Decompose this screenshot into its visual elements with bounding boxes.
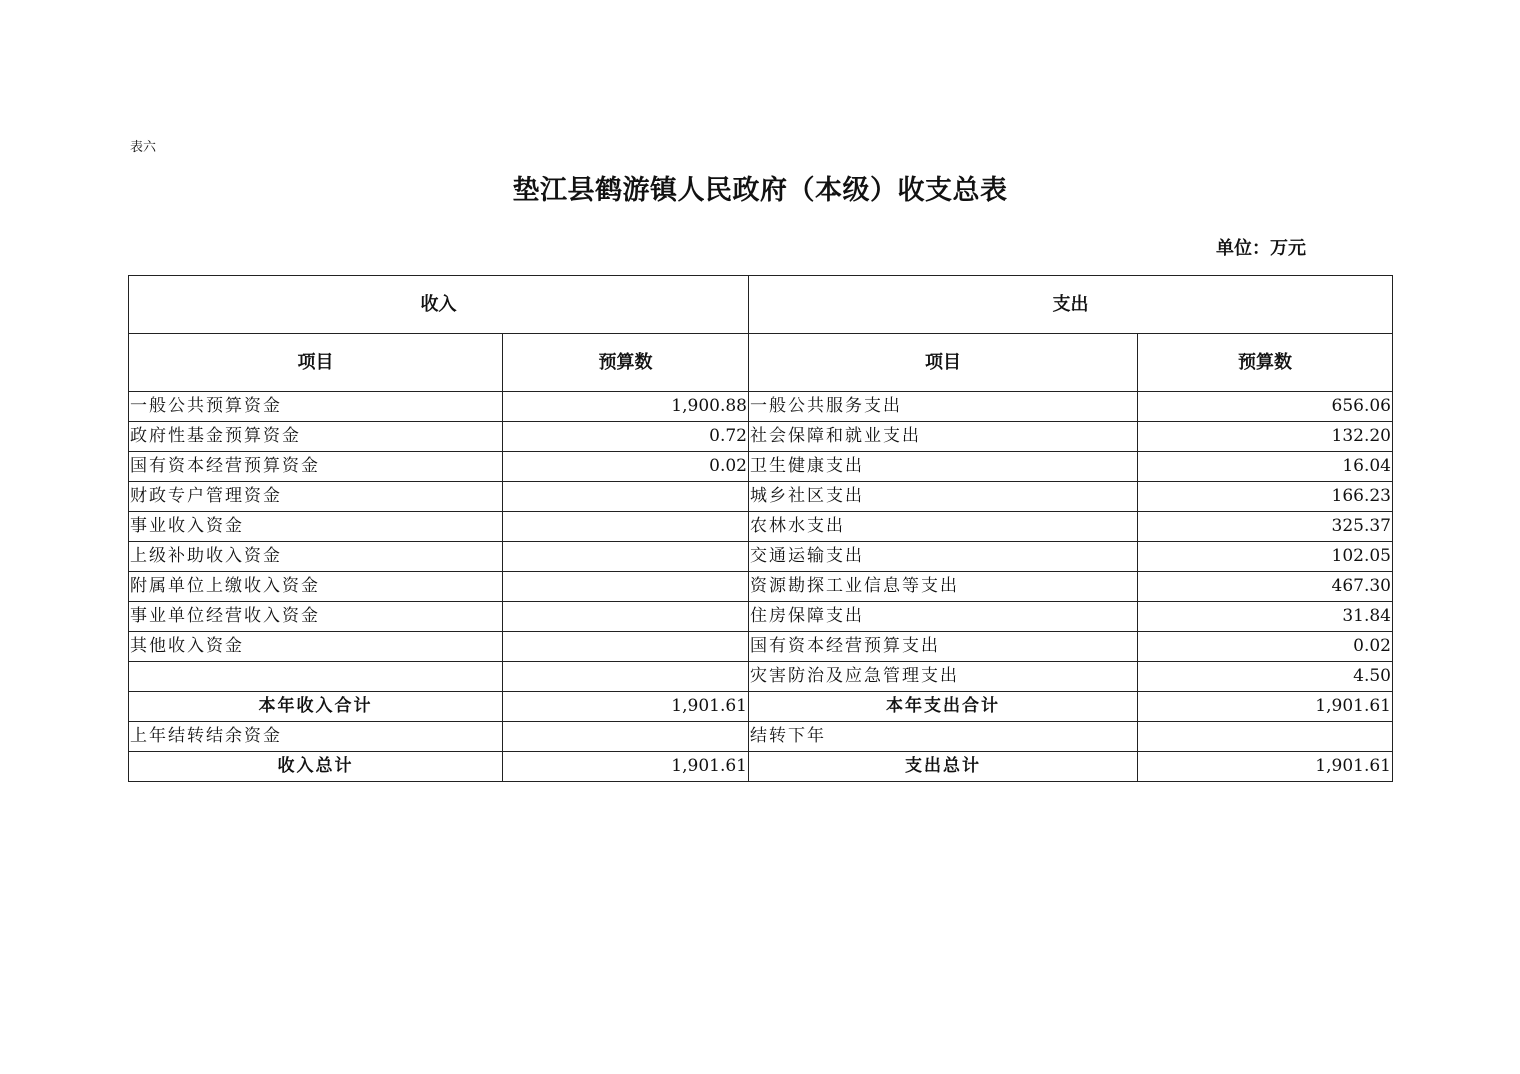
expense-item-column-header: 项目 bbox=[749, 334, 1138, 392]
subtotal-row bbox=[129, 692, 1393, 722]
expense-item-cell: 灾害防治及应急管理支出 bbox=[749, 662, 1138, 692]
expense-value-cell: 166.23 bbox=[1138, 482, 1393, 512]
expense-item-cell: 资源勘探工业信息等支出 bbox=[749, 572, 1138, 602]
income-item-cell: 其他收入资金 bbox=[129, 632, 503, 662]
table-row bbox=[129, 542, 1393, 572]
expense-item-cell: 住房保障支出 bbox=[749, 602, 1138, 632]
unit-label: 单位：万元 bbox=[1216, 238, 1306, 259]
table-row bbox=[129, 422, 1393, 452]
income-section-header: 收入 bbox=[129, 276, 749, 334]
income-value-cell bbox=[503, 662, 749, 692]
table-row bbox=[129, 452, 1393, 482]
table-row bbox=[129, 662, 1393, 692]
expense-value-cell: 656.06 bbox=[1138, 392, 1393, 422]
income-item-cell: 附属单位上缴收入资金 bbox=[129, 572, 503, 602]
expense-value-cell: 102.05 bbox=[1138, 542, 1393, 572]
expense-value-cell: 325.37 bbox=[1138, 512, 1393, 542]
expense-item-cell: 社会保障和就业支出 bbox=[749, 422, 1138, 452]
section-header-row bbox=[129, 276, 1393, 334]
expense-value-cell: 4.50 bbox=[1138, 662, 1393, 692]
table-row bbox=[129, 482, 1393, 512]
table-number-label: 表六 bbox=[130, 140, 157, 155]
expense-item-cell: 城乡社区支出 bbox=[749, 482, 1138, 512]
income-budget-column-header: 预算数 bbox=[503, 334, 749, 392]
expense-subtotal-label: 本年支出合计 bbox=[749, 692, 1138, 722]
income-subtotal-value: 1,901.61 bbox=[503, 692, 749, 722]
income-item-cell: 国有资本经营预算资金 bbox=[129, 452, 503, 482]
income-item-cell: 上级补助收入资金 bbox=[129, 542, 503, 572]
budget-summary-table bbox=[128, 275, 1393, 782]
income-item-column-header: 项目 bbox=[129, 334, 503, 392]
expense-section-header: 支出 bbox=[749, 276, 1393, 334]
table-row bbox=[129, 572, 1393, 602]
income-value-cell: 0.72 bbox=[503, 422, 749, 452]
income-value-cell: 0.02 bbox=[503, 452, 749, 482]
expense-budget-column-header: 预算数 bbox=[1138, 334, 1393, 392]
expense-value-cell: 467.30 bbox=[1138, 572, 1393, 602]
income-item-cell: 政府性基金预算资金 bbox=[129, 422, 503, 452]
income-value-cell: 1,900.88 bbox=[503, 392, 749, 422]
expense-value-cell: 0.02 bbox=[1138, 632, 1393, 662]
income-value-cell bbox=[503, 512, 749, 542]
expense-item-cell: 一般公共服务支出 bbox=[749, 392, 1138, 422]
income-item-cell: 事业收入资金 bbox=[129, 512, 503, 542]
table-row bbox=[129, 632, 1393, 662]
expense-value-cell: 31.84 bbox=[1138, 602, 1393, 632]
table-row bbox=[129, 602, 1393, 632]
income-total-value: 1,901.61 bbox=[503, 752, 749, 782]
expense-item-cell: 农林水支出 bbox=[749, 512, 1138, 542]
income-item-cell bbox=[129, 662, 503, 692]
income-carryover-value bbox=[503, 722, 749, 752]
table-row bbox=[129, 392, 1393, 422]
expense-value-cell: 132.20 bbox=[1138, 422, 1393, 452]
income-value-cell bbox=[503, 602, 749, 632]
income-total-label: 收入总计 bbox=[129, 752, 503, 782]
grand-total-row bbox=[129, 752, 1393, 782]
expense-total-label: 支出总计 bbox=[749, 752, 1138, 782]
expense-item-cell: 国有资本经营预算支出 bbox=[749, 632, 1138, 662]
expense-carryover-value bbox=[1138, 722, 1393, 752]
expense-item-cell: 交通运输支出 bbox=[749, 542, 1138, 572]
expense-carryover-label: 结转下年 bbox=[749, 722, 1138, 752]
income-value-cell bbox=[503, 482, 749, 512]
expense-subtotal-value: 1,901.61 bbox=[1138, 692, 1393, 722]
income-value-cell bbox=[503, 632, 749, 662]
expense-item-cell: 卫生健康支出 bbox=[749, 452, 1138, 482]
income-item-cell: 财政专户管理资金 bbox=[129, 482, 503, 512]
carryover-row bbox=[129, 722, 1393, 752]
income-subtotal-label: 本年收入合计 bbox=[129, 692, 503, 722]
income-item-cell: 事业单位经营收入资金 bbox=[129, 602, 503, 632]
income-item-cell: 一般公共预算资金 bbox=[129, 392, 503, 422]
expense-total-value: 1,901.61 bbox=[1138, 752, 1393, 782]
income-value-cell bbox=[503, 572, 749, 602]
document-title: 垫江县鹤游镇人民政府（本级）收支总表 bbox=[512, 175, 1008, 206]
column-header-row bbox=[129, 334, 1393, 392]
table-row bbox=[129, 512, 1393, 542]
income-value-cell bbox=[503, 542, 749, 572]
expense-value-cell: 16.04 bbox=[1138, 452, 1393, 482]
income-carryover-label: 上年结转结余资金 bbox=[129, 722, 503, 752]
